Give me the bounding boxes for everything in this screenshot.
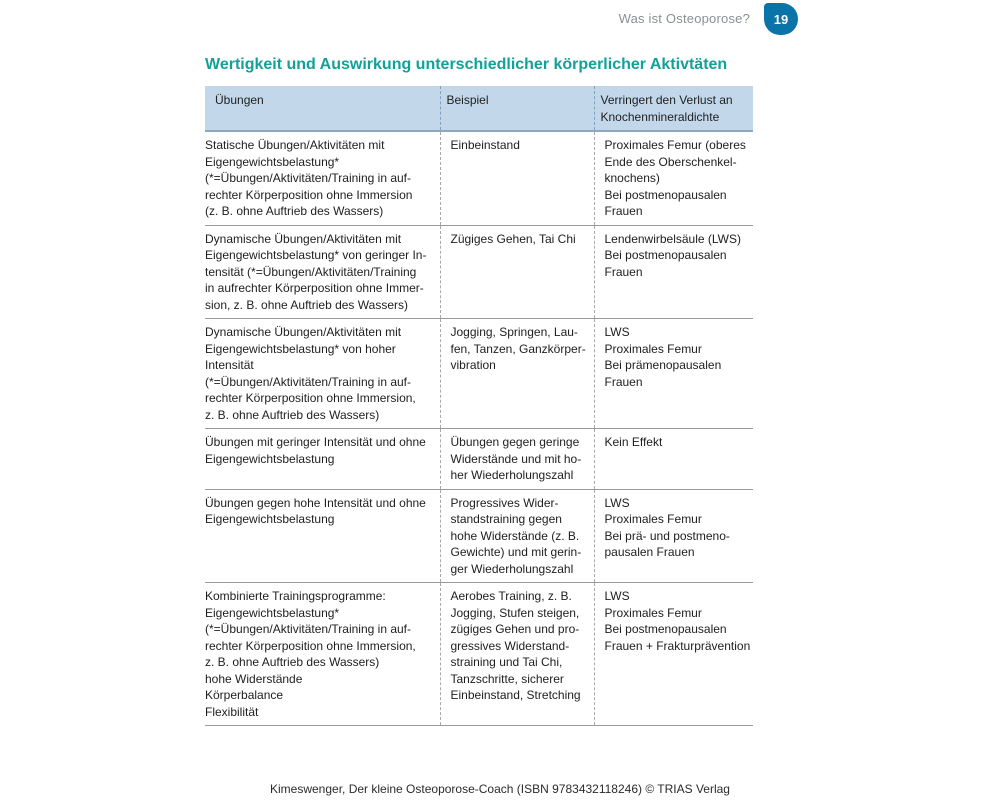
cell-uebungen — [205, 225, 440, 319]
cell-line: Frauen — [604, 204, 643, 218]
cell-line: Einbeinstand, Stretching — [450, 688, 581, 702]
cell-line: Ende des Oberschenkel- — [604, 154, 737, 169]
cell-line: Tanzschritte, sicherer — [450, 671, 564, 686]
cell-line: (*=Übungen/Aktivitäten/Training in auf- — [205, 622, 412, 636]
table-row — [205, 225, 753, 319]
cell-beispiel — [440, 489, 594, 583]
cell-line: Dynamische Übungen/Aktivitäten mit — [205, 231, 402, 246]
cell-line: Progressives Wider- — [450, 495, 559, 510]
cell-verringert — [594, 583, 753, 726]
cell-uebungen — [205, 131, 440, 225]
cell-line: Eigengewichtsbelastung — [205, 512, 335, 526]
cell-line: Proximales Femur — [604, 605, 702, 620]
cell-line: z. B. ohne Auftrieb des Wassers) — [205, 655, 380, 669]
cell-line: Frauen — [604, 264, 643, 279]
footer-citation: Kimeswenger, Der kleine Osteoporose-Coach (ISBN 9783432118246) © TRIAS Verlag — [270, 782, 730, 796]
cell-uebungen — [205, 489, 440, 583]
cell-line: LWS — [604, 589, 630, 603]
header-verringert — [594, 86, 753, 131]
running-head: Was ist Osteoporose? — [618, 11, 750, 26]
cell-line: z. B. ohne Auftrieb des Wassers) — [205, 407, 380, 422]
header-uebungen — [205, 86, 440, 131]
cell-line: Dynamische Übungen/Aktivitäten mit — [205, 325, 402, 339]
cell-line: Proximales Femur (oberes — [604, 138, 746, 152]
cell-line: rechter Körperposition ohne Immersion — [205, 187, 413, 202]
cell-line: Kombinierte Trainingsprogramme: — [205, 589, 386, 603]
cell-line: hohe Widerstände (z. B. — [450, 528, 580, 543]
cell-line: Proximales Femur — [604, 512, 702, 526]
table-row — [205, 319, 753, 429]
cell-line: Übungen gegen hohe Intensität und ohne — [205, 495, 426, 510]
cell-line: (z. B. ohne Auftrieb des Wassers) — [205, 204, 384, 218]
cell-line: Bei prä- und postmeno- — [604, 528, 730, 543]
cell-line: Eigengewichtsbelastung* — [205, 605, 340, 620]
cell-line: Kein Effekt — [604, 435, 663, 449]
cell-beispiel — [440, 319, 594, 429]
cell-line: knochens) — [604, 171, 660, 185]
cell-line: LWS — [604, 325, 630, 339]
activities-table — [205, 86, 753, 726]
cell-uebungen — [205, 429, 440, 490]
header-line: Verringert den Verlust an — [600, 93, 733, 107]
cell-line: (*=Übungen/Aktivitäten/Training in auf- — [205, 374, 412, 389]
cell-line: Körperbalance — [205, 688, 284, 702]
cell-line: sion, z. B. ohne Auftrieb des Wassers) — [205, 297, 408, 312]
table-row — [205, 429, 753, 490]
cell-line: pausalen Frauen — [604, 545, 695, 559]
cell-line: standstraining gegen — [450, 512, 562, 526]
cell-line: (*=Übungen/Aktivitäten/Training in auf- — [205, 171, 412, 185]
header-line: Knochenmineraldichte — [600, 109, 720, 124]
cell-line: Jogging, Stufen steigen, — [450, 605, 580, 620]
cell-beispiel — [440, 429, 594, 490]
cell-line: Proximales Femur — [604, 341, 702, 356]
table-header — [205, 86, 753, 131]
cell-line: Eigengewichtsbelastung* — [205, 154, 340, 169]
cell-line: Intensität — [205, 358, 254, 372]
cell-line: Bei postmenopausalen — [604, 248, 727, 262]
table-body — [205, 131, 753, 726]
cell-line: Eigengewichtsbelastung* von geringer In- — [205, 248, 427, 262]
cell-line: zügiges Gehen und pro- — [450, 622, 580, 636]
cell-line: Flexibilität — [205, 704, 259, 719]
cell-line: Bei postmenopausalen — [604, 187, 727, 202]
cell-line: Zügiges Gehen, Tai Chi — [450, 231, 576, 246]
cell-line: Bei postmenopausalen — [604, 622, 727, 636]
header-line: Übungen — [215, 93, 264, 107]
cell-line: tensität (*=Übungen/Aktivitäten/Training — [205, 264, 417, 279]
cell-line: LWS — [604, 495, 630, 510]
cell-verringert — [594, 319, 753, 429]
cell-line: Bei prämenopausalen — [604, 358, 722, 372]
cell-line: Frauen — [604, 374, 643, 389]
cell-verringert — [594, 225, 753, 319]
table-row — [205, 583, 753, 726]
cell-beispiel — [440, 131, 594, 225]
cell-line: Aerobes Training, z. B. — [450, 589, 572, 603]
table-row — [205, 131, 753, 225]
cell-line: gressives Widerstand- — [450, 638, 570, 653]
cell-line: Eigengewichtsbelastung — [205, 451, 335, 466]
cell-verringert — [594, 131, 753, 225]
cell-line: Widerstände und mit ho- — [450, 451, 582, 466]
cell-line: in aufrechter Körperposition ohne Immer- — [205, 281, 424, 295]
cell-line: Jogging, Springen, Lau- — [450, 325, 578, 339]
header-line: Beispiel — [446, 93, 489, 107]
cell-line: rechter Körperposition ohne Immersion, — [205, 391, 416, 405]
cell-line: her Wiederholungszahl — [450, 468, 574, 482]
table-row — [205, 489, 753, 583]
cell-beispiel — [440, 225, 594, 319]
cell-line: hohe Widerstände — [205, 671, 303, 686]
cell-line: rechter Körperposition ohne Immersion, — [205, 638, 416, 653]
cell-verringert — [594, 489, 753, 583]
cell-line: Frauen + Frakturprävention — [604, 638, 751, 653]
cell-uebungen — [205, 319, 440, 429]
cell-uebungen — [205, 583, 440, 726]
cell-line: ger Wiederholungszahl — [450, 561, 574, 576]
cell-line: Übungen gegen geringe — [450, 435, 580, 449]
header-beispiel — [440, 86, 594, 131]
cell-line: Statische Übungen/Aktivitäten mit — [205, 138, 385, 152]
cell-line: Lendenwirbelsäule (LWS) — [604, 231, 742, 246]
cell-line: vibration — [450, 358, 496, 372]
cell-line: straining und Tai Chi, — [450, 655, 563, 669]
cell-line: fen, Tanzen, Ganzkörper- — [450, 341, 586, 356]
cell-verringert — [594, 429, 753, 490]
cell-line: Gewichte) und mit gerin- — [450, 545, 582, 559]
section-title: Wertigkeit und Auswirkung unterschiedlicher körperlicher Aktivtäten — [205, 56, 728, 73]
page-number-badge: 19 — [764, 3, 798, 35]
cell-beispiel — [440, 583, 594, 726]
cell-line: Eigengewichtsbelastung* von hoher — [205, 341, 396, 356]
cell-line: Einbeinstand — [450, 138, 520, 152]
cell-line: Übungen mit geringer Intensität und ohne — [205, 435, 426, 449]
